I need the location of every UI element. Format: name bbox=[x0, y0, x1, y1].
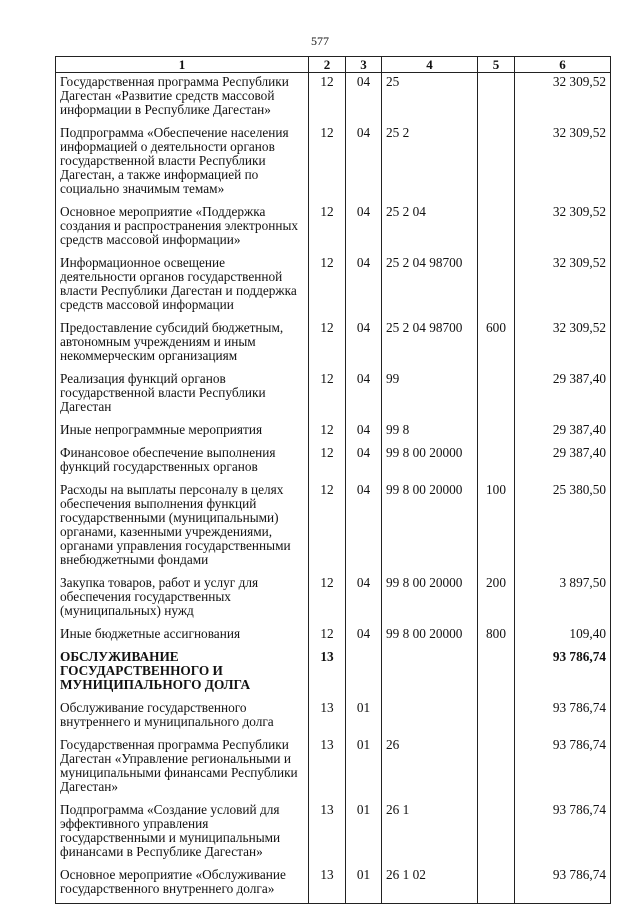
header-col-4: 4 bbox=[382, 57, 478, 73]
row-section-cell: 12 bbox=[309, 124, 346, 203]
row-expense-type-cell bbox=[478, 801, 515, 866]
table-row bbox=[56, 124, 611, 203]
row-expense-type-cell bbox=[478, 736, 515, 801]
row-expense-type-cell bbox=[478, 444, 515, 481]
row-target-code-cell: 25 2 04 bbox=[382, 203, 478, 254]
row-amount-cell: 32 309,52 bbox=[515, 254, 611, 319]
row-amount-cell: 93 786,74 bbox=[515, 736, 611, 801]
row-amount-cell: 32 309,52 bbox=[515, 319, 611, 370]
row-target-code-cell: 99 8 00 20000 bbox=[382, 444, 478, 481]
table-row bbox=[56, 203, 611, 254]
table-row bbox=[56, 444, 611, 481]
budget-table bbox=[55, 56, 611, 904]
row-subsection-cell: 04 bbox=[346, 481, 382, 574]
row-section-cell: 12 bbox=[309, 370, 346, 421]
table-row bbox=[56, 574, 611, 625]
row-target-code-cell: 99 bbox=[382, 370, 478, 421]
row-subsection-cell: 04 bbox=[346, 625, 382, 648]
row-target-code-cell: 25 bbox=[382, 73, 478, 125]
header-col-3: 3 bbox=[346, 57, 382, 73]
page-number: 577 bbox=[311, 34, 329, 48]
row-section-cell: 12 bbox=[309, 254, 346, 319]
row-amount-cell: 93 786,74 bbox=[515, 801, 611, 866]
row-expense-type-cell bbox=[478, 124, 515, 203]
row-subsection-cell: 04 bbox=[346, 319, 382, 370]
row-target-code-cell: 25 2 04 98700 bbox=[382, 254, 478, 319]
row-name-cell: Иные непрограммные мероприятия bbox=[56, 421, 309, 444]
row-subsection-cell: 04 bbox=[346, 73, 382, 125]
row-amount-cell: 93 786,74 bbox=[515, 699, 611, 736]
table-row bbox=[56, 481, 611, 574]
row-expense-type-cell: 200 bbox=[478, 574, 515, 625]
row-expense-type-cell bbox=[478, 370, 515, 421]
row-amount-cell: 109,40 bbox=[515, 625, 611, 648]
row-subsection-cell bbox=[346, 648, 382, 699]
row-target-code-cell bbox=[382, 648, 478, 699]
row-name-cell: Расходы на выплаты персоналу в целях обеспечения выполнения функций государственными (муниципальными) органами, казенными учреждениями, органами управления государственными внебюджетными фондами bbox=[56, 481, 309, 574]
row-name-cell: Финансовое обеспечение выполнения функций государственных органов bbox=[56, 444, 309, 481]
row-target-code-cell: 99 8 00 20000 bbox=[382, 481, 478, 574]
row-subsection-cell: 04 bbox=[346, 370, 382, 421]
row-expense-type-cell: 100 bbox=[478, 481, 515, 574]
row-section-cell: 12 bbox=[309, 73, 346, 125]
row-subsection-cell: 04 bbox=[346, 421, 382, 444]
row-name-cell: Закупка товаров, работ и услуг для обеспечения государственных (муниципальных) нужд bbox=[56, 574, 309, 625]
table-row bbox=[56, 866, 611, 904]
row-expense-type-cell: 600 bbox=[478, 319, 515, 370]
row-section-cell: 12 bbox=[309, 625, 346, 648]
row-name-cell: Основное мероприятие «Поддержка создания и распространения электронных средств массовой информации» bbox=[56, 203, 309, 254]
row-subsection-cell: 01 bbox=[346, 866, 382, 904]
row-subsection-cell: 01 bbox=[346, 801, 382, 866]
row-subsection-cell: 01 bbox=[346, 736, 382, 801]
row-amount-cell: 29 387,40 bbox=[515, 370, 611, 421]
row-name-cell: Основное мероприятие «Обслуживание государственного внутреннего долга» bbox=[56, 866, 309, 904]
row-subsection-cell: 04 bbox=[346, 254, 382, 319]
row-target-code-cell: 26 1 02 bbox=[382, 866, 478, 904]
row-section-cell: 12 bbox=[309, 319, 346, 370]
header-row bbox=[56, 57, 611, 73]
row-section-cell: 13 bbox=[309, 736, 346, 801]
row-section-cell: 13 bbox=[309, 866, 346, 904]
row-expense-type-cell bbox=[478, 699, 515, 736]
header-col-5: 5 bbox=[478, 57, 515, 73]
table-row bbox=[56, 73, 611, 125]
row-name-cell: Государственная программа Республики Дагестан «Развитие средств массовой информации в Республике Дагестан» bbox=[56, 73, 309, 125]
row-amount-cell: 25 380,50 bbox=[515, 481, 611, 574]
row-target-code-cell: 99 8 bbox=[382, 421, 478, 444]
row-name-cell: Реализация функций органов государственной власти Республики Дагестан bbox=[56, 370, 309, 421]
row-name-cell: Обслуживание государственного внутреннего и муниципального долга bbox=[56, 699, 309, 736]
table-row bbox=[56, 801, 611, 866]
row-expense-type-cell bbox=[478, 866, 515, 904]
table-row bbox=[56, 625, 611, 648]
row-section-cell: 12 bbox=[309, 421, 346, 444]
table-row bbox=[56, 319, 611, 370]
row-target-code-cell: 26 bbox=[382, 736, 478, 801]
row-amount-cell: 32 309,52 bbox=[515, 124, 611, 203]
row-subsection-cell: 04 bbox=[346, 203, 382, 254]
row-target-code-cell bbox=[382, 699, 478, 736]
row-subsection-cell: 04 bbox=[346, 574, 382, 625]
row-expense-type-cell: 800 bbox=[478, 625, 515, 648]
row-amount-cell: 32 309,52 bbox=[515, 203, 611, 254]
row-amount-cell: 3 897,50 bbox=[515, 574, 611, 625]
row-subsection-cell: 04 bbox=[346, 444, 382, 481]
table-row bbox=[56, 254, 611, 319]
row-section-cell: 12 bbox=[309, 444, 346, 481]
row-subsection-cell: 04 bbox=[346, 124, 382, 203]
row-section-cell: 12 bbox=[309, 203, 346, 254]
row-amount-cell: 93 786,74 bbox=[515, 866, 611, 904]
row-target-code-cell: 25 2 bbox=[382, 124, 478, 203]
row-name-cell: Подпрограмма «Обеспечение населения информацией о деятельности органов государственной власти Республики Дагестан, а также информацией по социально значимым темам» bbox=[56, 124, 309, 203]
table-row bbox=[56, 699, 611, 736]
row-subsection-cell: 01 bbox=[346, 699, 382, 736]
row-expense-type-cell bbox=[478, 203, 515, 254]
row-expense-type-cell bbox=[478, 254, 515, 319]
row-amount-cell: 29 387,40 bbox=[515, 421, 611, 444]
row-amount-cell: 29 387,40 bbox=[515, 444, 611, 481]
row-section-cell: 13 bbox=[309, 699, 346, 736]
table-row bbox=[56, 421, 611, 444]
table-body bbox=[56, 73, 611, 904]
row-expense-type-cell bbox=[478, 73, 515, 125]
row-name-cell: Иные бюджетные ассигнования bbox=[56, 625, 309, 648]
row-name-cell: ОБСЛУЖИВАНИЕ ГОСУДАРСТВЕННОГО И МУНИЦИПАЛЬНОГО ДОЛГА bbox=[56, 648, 309, 699]
header-col-1: 1 bbox=[56, 57, 309, 73]
row-amount-cell: 32 309,52 bbox=[515, 73, 611, 125]
header-col-6: 6 bbox=[515, 57, 611, 73]
row-expense-type-cell bbox=[478, 421, 515, 444]
header-col-2: 2 bbox=[309, 57, 346, 73]
row-amount-cell: 93 786,74 bbox=[515, 648, 611, 699]
row-target-code-cell: 99 8 00 20000 bbox=[382, 574, 478, 625]
row-target-code-cell: 26 1 bbox=[382, 801, 478, 866]
row-name-cell: Информационное освещение деятельности органов государственной власти Республики Дагестан и поддержка средств массовой информации bbox=[56, 254, 309, 319]
row-name-cell: Подпрограмма «Создание условий для эффективного управления государственными и муниципальными финансами в Республике Дагестан» bbox=[56, 801, 309, 866]
row-section-cell: 12 bbox=[309, 481, 346, 574]
row-section-cell: 12 bbox=[309, 574, 346, 625]
table-row bbox=[56, 370, 611, 421]
row-name-cell: Предоставление субсидий бюджетным, автономным учреждениям и иным некоммерческим организациям bbox=[56, 319, 309, 370]
row-section-cell: 13 bbox=[309, 801, 346, 866]
row-section-cell: 13 bbox=[309, 648, 346, 699]
table-row bbox=[56, 648, 611, 699]
row-target-code-cell: 25 2 04 98700 bbox=[382, 319, 478, 370]
row-expense-type-cell bbox=[478, 648, 515, 699]
row-name-cell: Государственная программа Республики Дагестан «Управление региональными и муниципальными финансами Республики Дагестан» bbox=[56, 736, 309, 801]
table-row bbox=[56, 736, 611, 801]
row-target-code-cell: 99 8 00 20000 bbox=[382, 625, 478, 648]
